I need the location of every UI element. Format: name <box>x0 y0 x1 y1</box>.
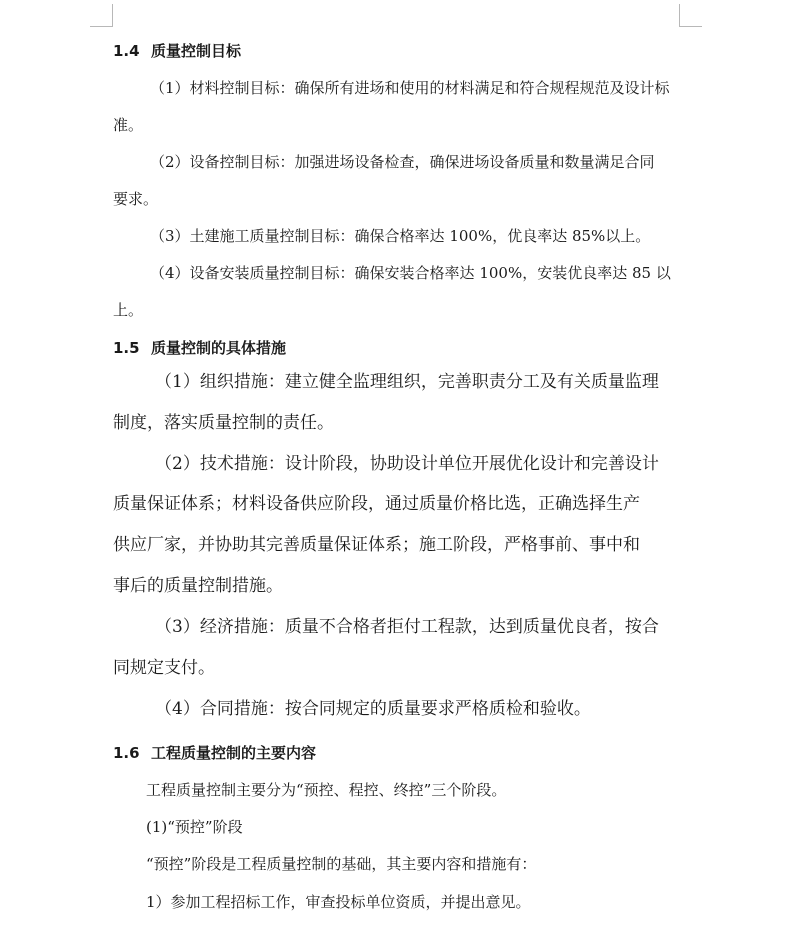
paragraph-line: （1）材料控制目标：确保所有进场和使用的材料满足和符合规程规范及设计标 <box>150 79 670 97</box>
paragraph-line: （1）组织措施：建立健全监理组织，完善职责分工及有关质量监理 <box>155 372 659 392</box>
section-number: 1.6 <box>113 744 140 762</box>
paragraph-line: 准。 <box>113 116 144 134</box>
section-title: 工程质量控制的主要内容 <box>151 744 317 762</box>
paragraph-line: 同规定支付。 <box>113 658 215 678</box>
paragraph-line: 制度，落实质量控制的责任。 <box>113 413 334 433</box>
page-corner-mark-left <box>90 4 113 27</box>
paragraph-line: (1)“预控”阶段 <box>146 818 243 836</box>
paragraph-line: 1）参加工程招标工作，审查投标单位资质，并提出意见。 <box>146 893 531 911</box>
paragraph-line: “预控”阶段是工程质量控制的基础，其主要内容和措施有： <box>146 855 537 873</box>
paragraph-line: 要求。 <box>113 190 159 208</box>
section-heading-1-4 <box>113 44 241 59</box>
page-corner-mark-right <box>679 4 702 27</box>
paragraph-line: 工程质量控制主要分为“预控、程控、终控”三个阶段。 <box>146 781 507 799</box>
paragraph-line: 质量保证体系；材料设备供应阶段，通过质量价格比选，正确选择生产 <box>113 494 640 514</box>
paragraph-line: 事后的质量控制措施。 <box>113 576 283 596</box>
paragraph-line: 供应厂家，并协助其完善质量保证体系；施工阶段，严格事前、事中和 <box>113 535 640 555</box>
paragraph-line: （4）设备安装质量控制目标：确保安装合格率达 100%，安装优良率达 85 以 <box>150 264 671 282</box>
section-number: 1.5 <box>113 339 140 357</box>
paragraph-line: （3）经济措施：质量不合格者拒付工程款，达到质量优良者，按合 <box>155 617 659 637</box>
section-title: 质量控制目标 <box>151 42 242 60</box>
section-heading-1-6 <box>113 746 316 761</box>
paragraph-line: （2）技术措施：设计阶段，协助设计单位开展优化设计和完善设计 <box>155 454 659 474</box>
paragraph-line: 上。 <box>113 301 144 319</box>
paragraph-line: （2）设备控制目标：加强进场设备检查，确保进场设备质量和数量满足合同 <box>150 153 655 171</box>
section-title: 质量控制的具体措施 <box>151 339 287 357</box>
section-heading-1-5 <box>113 341 286 356</box>
section-number: 1.4 <box>113 42 140 60</box>
paragraph-line: （3）土建施工质量控制目标：确保合格率达 100%，优良率达 85%以上。 <box>150 227 651 245</box>
paragraph-line: （4）合同措施：按合同规定的质量要求严格质检和验收。 <box>155 699 591 719</box>
